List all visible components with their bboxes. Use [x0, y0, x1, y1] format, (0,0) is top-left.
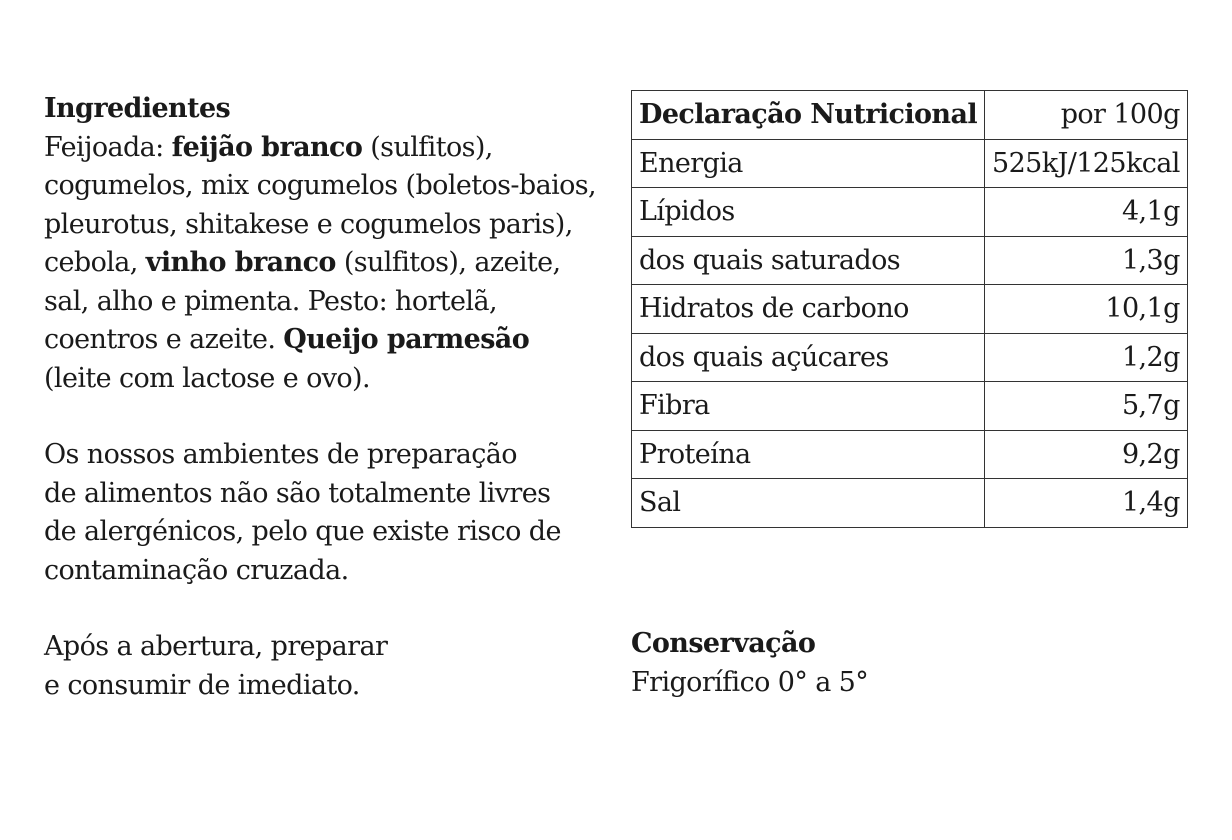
ingredients-segment: (sulfitos), azeite, sal, alho e pimenta. Pesto: hortelã, coentros e azeite.: [44, 247, 561, 355]
table-row: [632, 236, 1188, 285]
nutrient-value: 5,7g: [985, 382, 1188, 431]
nutrient-label: Fibra: [632, 382, 985, 431]
nutrient-label: Sal: [632, 479, 985, 528]
nutrient-value: 1,4g: [985, 479, 1188, 528]
ingredients-segment: (sulfitos), cogumelos, mix cogumelos (boletos-baios, pleurotus, shitakese e cogumelos paris), cebola,: [44, 131, 597, 278]
conservation-heading: Conservação: [631, 628, 816, 659]
ingredients-heading: Ingredientes: [44, 93, 231, 124]
nutrition-header-label: Declaração Nutricional: [632, 91, 985, 140]
ingredients-segment: Feijoada:: [44, 131, 172, 163]
table-row: [632, 285, 1188, 334]
nutrition-table: [631, 90, 1188, 528]
nutrition-header-unit: por 100g: [985, 91, 1188, 140]
nutrient-label: dos quais saturados: [632, 236, 985, 285]
nutrient-value: 10,1g: [985, 285, 1188, 334]
nutrient-value: 4,1g: [985, 188, 1188, 237]
after-opening-line: Após a abertura, preparar: [44, 631, 388, 662]
nutrient-label: Hidratos de carbono: [632, 285, 985, 334]
nutrient-value: 1,3g: [985, 236, 1188, 285]
ingredients-allergen: vinho branco: [145, 247, 336, 278]
ingredients-allergen: Queijo parmesão: [283, 324, 530, 355]
nutrition-header-row: [632, 91, 1188, 140]
nutrient-value: 525kJ/125kcal: [985, 139, 1188, 188]
table-row: [632, 188, 1188, 237]
nutrient-label: Proteína: [632, 430, 985, 479]
allergen-notice-line: de alimentos não são totalmente livres: [44, 477, 551, 509]
table-row: [632, 430, 1188, 479]
nutrient-label: Lípidos: [632, 188, 985, 237]
ingredients-allergen: feijão branco: [171, 131, 363, 163]
table-row: [632, 382, 1188, 431]
spacer: [44, 398, 604, 436]
after-opening-line: e consumir de imediato.: [44, 669, 360, 701]
left-column: [44, 90, 604, 705]
ingredients-text: [44, 129, 604, 399]
ingredients-segment: (leite com lactose e ovo).: [44, 362, 370, 394]
nutrient-value: 9,2g: [985, 430, 1188, 479]
allergen-notice-line: de alergénicos, pelo que existe risco de: [44, 516, 561, 547]
table-row: [632, 333, 1188, 382]
allergen-notice: [44, 436, 604, 590]
nutrient-label: Energia: [632, 139, 985, 188]
conservation-text: Frigorífico 0° a 5°: [631, 666, 869, 698]
allergen-notice-line: contaminação cruzada.: [44, 554, 349, 586]
table-row: [632, 479, 1188, 528]
after-opening-notice: [44, 628, 604, 705]
spacer: [44, 590, 604, 628]
conservation-section: [631, 625, 868, 702]
nutrient-label: dos quais açúcares: [632, 333, 985, 382]
table-row: [632, 139, 1188, 188]
nutrient-value: 1,2g: [985, 333, 1188, 382]
allergen-notice-line: Os nossos ambientes de preparação: [44, 439, 517, 470]
